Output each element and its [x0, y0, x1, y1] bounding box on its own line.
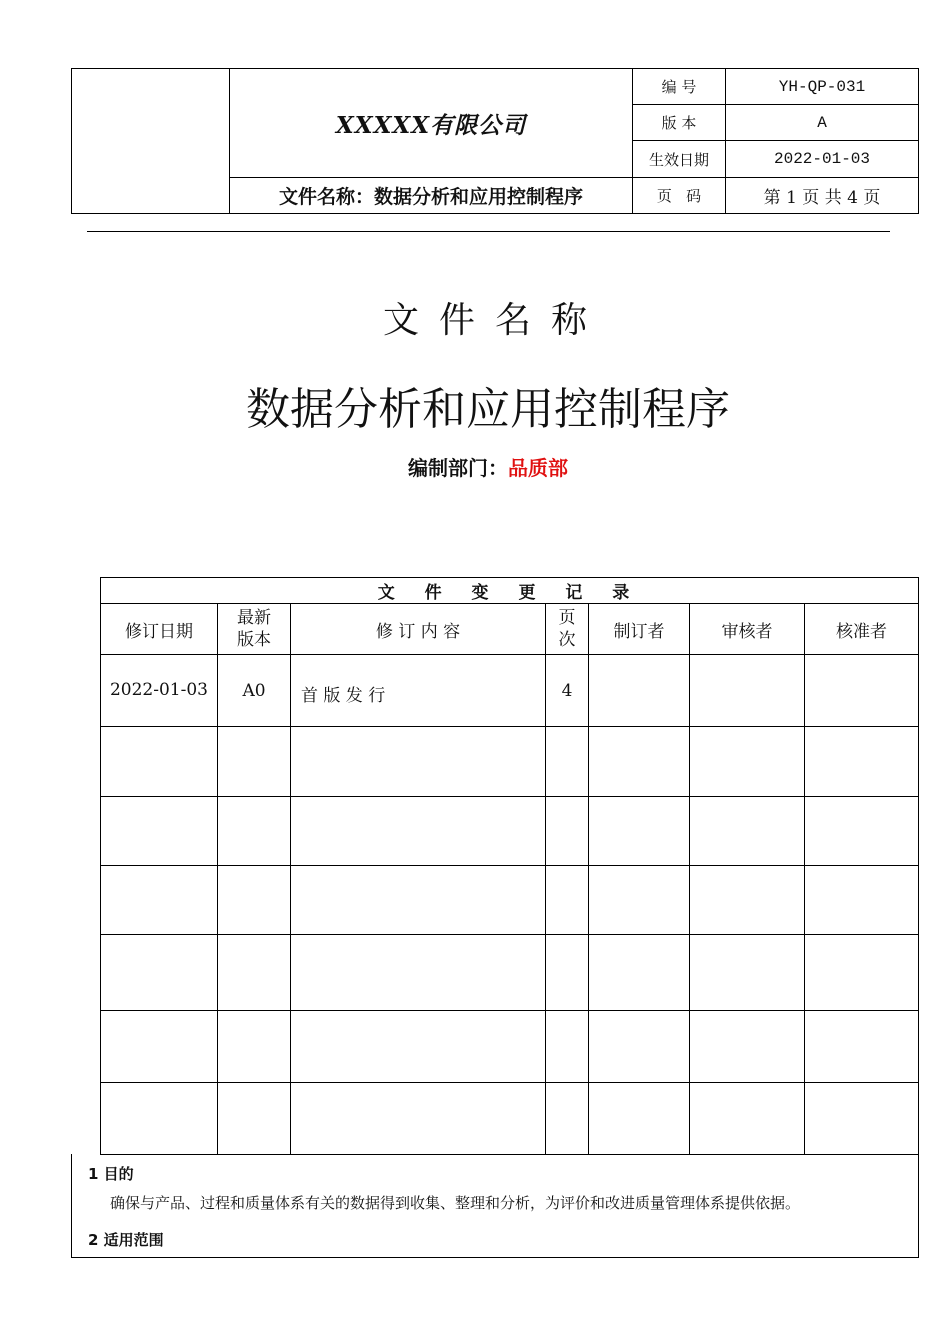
- title-caption: 文件名称: [382, 300, 607, 341]
- version-cell: A0: [242, 681, 266, 701]
- logo-area: [72, 69, 229, 213]
- col-revision-date: 修订日期: [125, 621, 193, 642]
- pages-cell: 4: [561, 681, 573, 701]
- revision-date-cell: 2022-01-03: [109, 680, 208, 700]
- col-pages: 页 次: [558, 608, 576, 650]
- effective-date-label: 生效日期: [648, 150, 709, 169]
- version-label: 版 本: [661, 114, 697, 132]
- version-value: A: [817, 113, 827, 132]
- doc-number-value: YH-QP-031: [778, 77, 866, 96]
- department-value: 品质部: [508, 456, 568, 480]
- effective-date-value: 2022-01-03: [773, 150, 870, 168]
- department-line: [0, 452, 950, 481]
- content-cell: 首 版 发 行: [301, 686, 386, 706]
- section-1-title: 1 目的: [88, 1165, 134, 1183]
- doc-number-label: 编 号: [661, 78, 697, 96]
- page-value: 第 1 页 共 4 页: [763, 188, 881, 208]
- col-reviewer: 审核者: [721, 621, 773, 642]
- header-divider: [87, 231, 890, 232]
- section-2-title: 2 适用范围: [88, 1231, 164, 1249]
- page-label: 页 码: [656, 187, 702, 205]
- document-title: 数据分析和应用控制程序: [246, 384, 730, 435]
- col-approver: 核准者: [836, 621, 887, 642]
- document-name-label: 文件名称：数据分析和应用控制程序: [278, 186, 583, 208]
- section-1-text: 确保与产品、过程和质量体系有关的数据得到收集、整理和分析，为评价和改进质量管理体系提供依据。: [110, 1194, 801, 1212]
- change-log-title: 文 件 变 更 记 录: [377, 583, 642, 603]
- col-latest-version: 最新 版本: [237, 608, 271, 650]
- company-name: XXXXX有限公司: [335, 111, 527, 139]
- department-label: 编制部门：: [408, 456, 508, 480]
- col-author: 制订者: [613, 621, 665, 642]
- col-revision-content: 修 订 内 容: [375, 621, 461, 642]
